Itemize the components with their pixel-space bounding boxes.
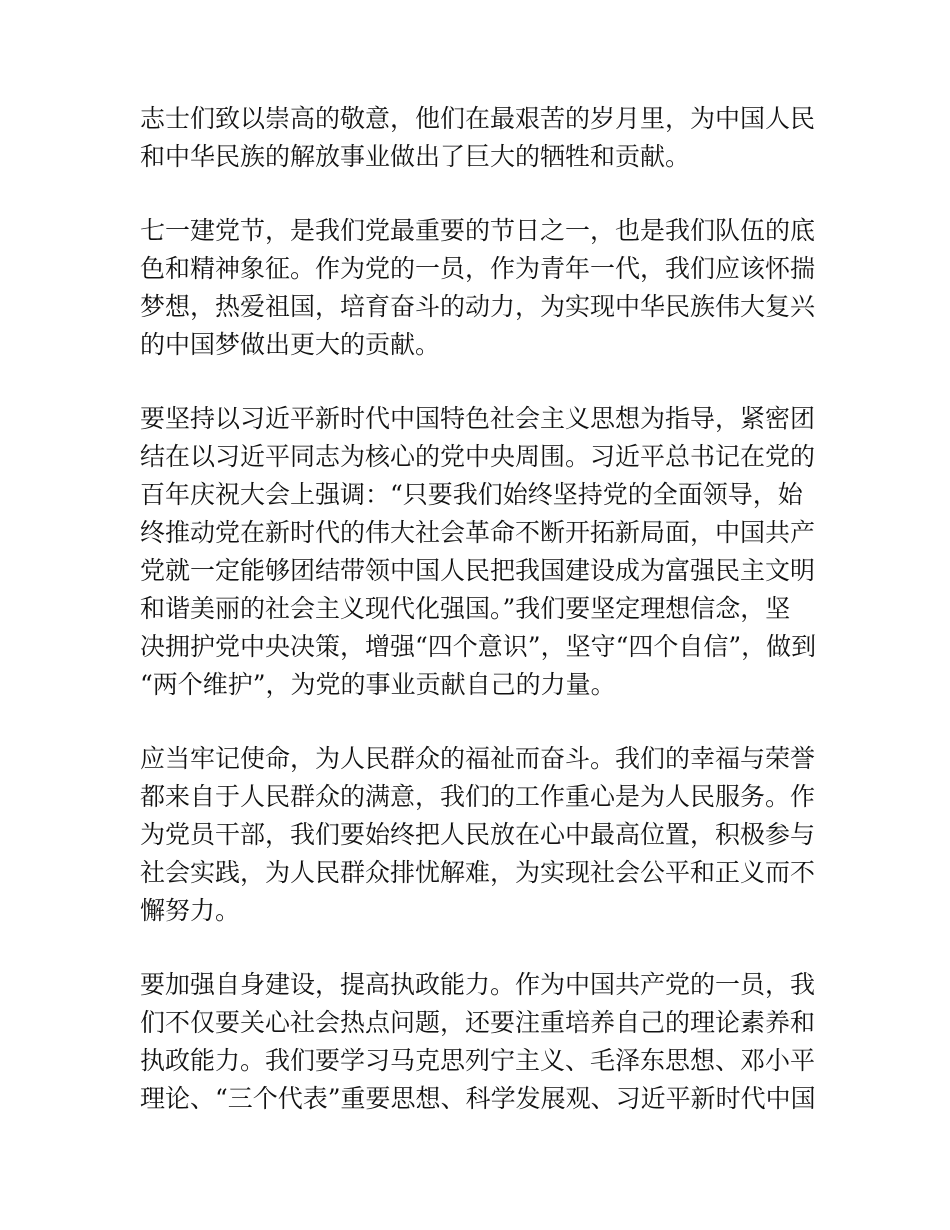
paragraph-5	[140, 966, 816, 1118]
text-line: 理论、“三个代表”重要思想、科学发展观、习近平新时代中国	[140, 1084, 816, 1113]
text-line: 梦想，热爱祖国，培育奋斗的动力，为实现中华民族伟大复兴	[140, 292, 816, 321]
text-line: 们不仅要关心社会热点问题，还要注重培养自己的理论素养和	[140, 1008, 816, 1037]
text-line: 为党员干部，我们要始终把人民放在心中最高位置，积极参与	[140, 820, 816, 849]
paragraph-3	[140, 400, 817, 704]
paragraph-2	[140, 212, 816, 364]
text-line: 志士们致以崇高的敬意，他们在最艰苦的岁月里，为中国人民	[140, 104, 816, 133]
text-line: 党就一定能够团结带领中国人民把我国建设成为富强民主文明	[140, 556, 816, 585]
text-line: 决拥护党中央决策，增强“四个意识”，坚守“四个自信”，做到	[140, 632, 817, 661]
text-line: 要坚持以习近平新时代中国特色社会主义思想为指导，紧密团	[140, 404, 816, 433]
text-line: 百年庆祝大会上强调：“只要我们始终坚持党的全面领导，始	[140, 480, 803, 509]
text-line: 色和精神象征。作为党的一员，作为青年一代，我们应该怀揣	[140, 254, 816, 283]
document-body	[140, 100, 817, 1154]
text-line: 七一建党节，是我们党最重要的节日之一，也是我们队伍的底	[140, 216, 816, 245]
text-line: 和谐美丽的社会主义现代化强国。”我们要坚定理想信念，坚	[140, 594, 791, 623]
text-line: 懈努力。	[140, 896, 241, 925]
text-line: 要加强自身建设，提高执政能力。作为中国共产党的一员，我	[140, 970, 816, 999]
text-line: 社会实践，为人民群众排忧解难，为实现社会公平和正义而不	[140, 858, 816, 887]
text-line: “两个维护”，为党的事业贡献自己的力量。	[140, 670, 616, 699]
text-line: 的中国梦做出更大的贡献。	[140, 330, 441, 359]
text-line: 结在以习近平同志为核心的党中央周围。习近平总书记在党的	[140, 442, 816, 471]
text-line: 应当牢记使命，为人民群众的福祉而奋斗。我们的幸福与荣誉	[140, 744, 816, 773]
text-line: 执政能力。我们要学习马克思列宁主义、毛泽东思想、邓小平	[140, 1046, 816, 1075]
paragraph-1	[140, 100, 816, 176]
paragraph-4	[140, 740, 816, 930]
text-line: 和中华民族的解放事业做出了巨大的牺牲和贡献。	[140, 142, 691, 171]
text-line: 终推动党在新时代的伟大社会革命不断开拓新局面，中国共产	[140, 518, 816, 547]
text-line: 都来自于人民群众的满意，我们的工作重心是为人民服务。作	[140, 782, 816, 811]
